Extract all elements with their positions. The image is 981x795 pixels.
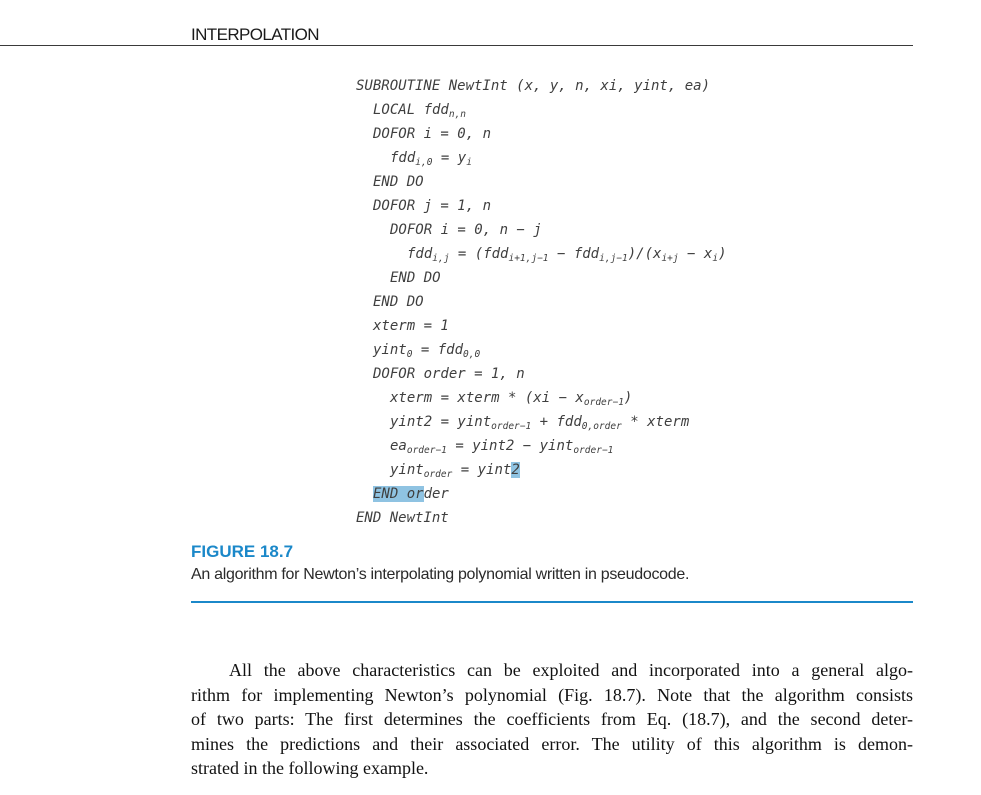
code-text: LOCAL fdd <box>373 102 449 118</box>
code-line-divided-difference <box>407 245 727 263</box>
code-line-end-do-3 <box>373 293 424 311</box>
code-line-xterm-update <box>390 389 632 407</box>
code-line-end-do-1 <box>373 173 424 191</box>
code-subscript: 0 <box>406 349 413 360</box>
code-text: SUBROUTINE NewtInt (x, y, n, xi, yint, ea) <box>356 78 711 94</box>
code-text: + fdd <box>531 414 582 430</box>
body-paragraph <box>191 658 913 781</box>
code-text: ea <box>390 438 407 454</box>
code-subscript: n,n <box>448 109 467 120</box>
code-subscript: 0,0 <box>463 349 481 360</box>
code-line-dofor-order <box>373 365 525 383</box>
code-text: xterm = 1 <box>373 318 449 334</box>
code-line-dofor-i <box>373 125 491 143</box>
code-line-yint-order <box>390 461 520 479</box>
code-text: fdd <box>407 246 433 262</box>
figure-label: FIGURE 18.7 <box>191 542 294 561</box>
code-text: * xterm <box>621 414 690 430</box>
code-line-end-order <box>373 485 449 503</box>
code-line-xterm-init <box>373 317 449 335</box>
code-subscript: order−1 <box>491 421 532 432</box>
code-text: yint2 = yint <box>390 414 492 430</box>
code-subscript: i+j <box>661 253 679 264</box>
highlighted-text: END or <box>373 486 424 502</box>
code-text: ) <box>718 246 727 262</box>
code-text: = yint2 − yint <box>446 438 574 454</box>
paragraph-line: All the above characteristics can be exploited and incorporated into a general algo- <box>229 660 913 680</box>
code-text: fdd <box>390 150 416 166</box>
code-subscript: i+1,j−1 <box>508 253 549 264</box>
code-text: )/(x <box>627 246 662 262</box>
code-text: − x <box>678 246 713 262</box>
code-text: DOFOR order = 1, n <box>373 366 525 382</box>
code-line-end-sub <box>356 509 449 527</box>
code-line-end-do-2 <box>390 269 441 287</box>
paragraph-line: strated in the following example. <box>191 758 429 778</box>
code-subscript: i <box>712 253 719 264</box>
code-subscript: order−1 <box>573 445 614 456</box>
code-line-dofor-i-nj <box>390 221 542 239</box>
code-subscript: i <box>466 157 472 168</box>
highlighted-text: 2 <box>511 462 520 478</box>
code-text: der <box>423 486 449 502</box>
code-text: yint <box>373 342 407 358</box>
code-subscript: i,0 <box>415 157 433 168</box>
code-text: DOFOR i = 0, n <box>373 126 492 142</box>
code-text: END DO <box>390 270 441 286</box>
code-line-local <box>373 101 466 119</box>
code-subscript: i,j−1 <box>599 253 628 264</box>
code-line-yint2 <box>390 413 689 431</box>
code-text: END NewtInt <box>356 510 449 526</box>
code-text: = y <box>432 150 467 166</box>
running-head: INTERPOLATION <box>191 25 319 44</box>
code-text: xterm = xterm * (xi − x <box>390 390 584 406</box>
code-text: DOFOR j = 1, n <box>373 198 492 214</box>
code-text: END DO <box>373 174 424 190</box>
paragraph-line: of two parts: The first determines the coefficients from Eq. (18.7), and the second deter- <box>191 709 913 729</box>
code-subscript: order−1 <box>583 397 624 408</box>
paragraph-line: rithm for implementing Newton’s polynomial (Fig. 18.7). Note that the algorithm consists <box>191 684 913 705</box>
code-text: ) <box>623 390 633 406</box>
code-subscript: 0,order <box>581 421 622 432</box>
code-text: END DO <box>373 294 424 310</box>
caption-rule <box>191 601 913 603</box>
code-line-ea <box>390 437 613 455</box>
code-text: = (fdd <box>449 246 509 262</box>
code-text: yint <box>390 462 424 478</box>
code-line-fdd-init <box>390 149 472 167</box>
code-text: = fdd <box>412 342 464 358</box>
code-line-dofor-j <box>373 197 491 215</box>
code-subscript: order <box>423 469 453 480</box>
code-subscript: i,j <box>432 253 450 264</box>
code-subscript: order−1 <box>406 445 447 456</box>
figure-caption: An algorithm for Newton’s interpolating polynomial written in pseudocode. <box>191 566 690 583</box>
code-line-yint0 <box>373 341 480 359</box>
code-line-subroutine <box>356 77 710 95</box>
code-text: = yint <box>452 462 512 478</box>
code-text: DOFOR i = 0, n − j <box>390 222 542 238</box>
paragraph-line: mines the predictions and their associated error. The utility of this algorithm is demon- <box>191 733 913 754</box>
code-text: − fdd <box>548 246 600 262</box>
